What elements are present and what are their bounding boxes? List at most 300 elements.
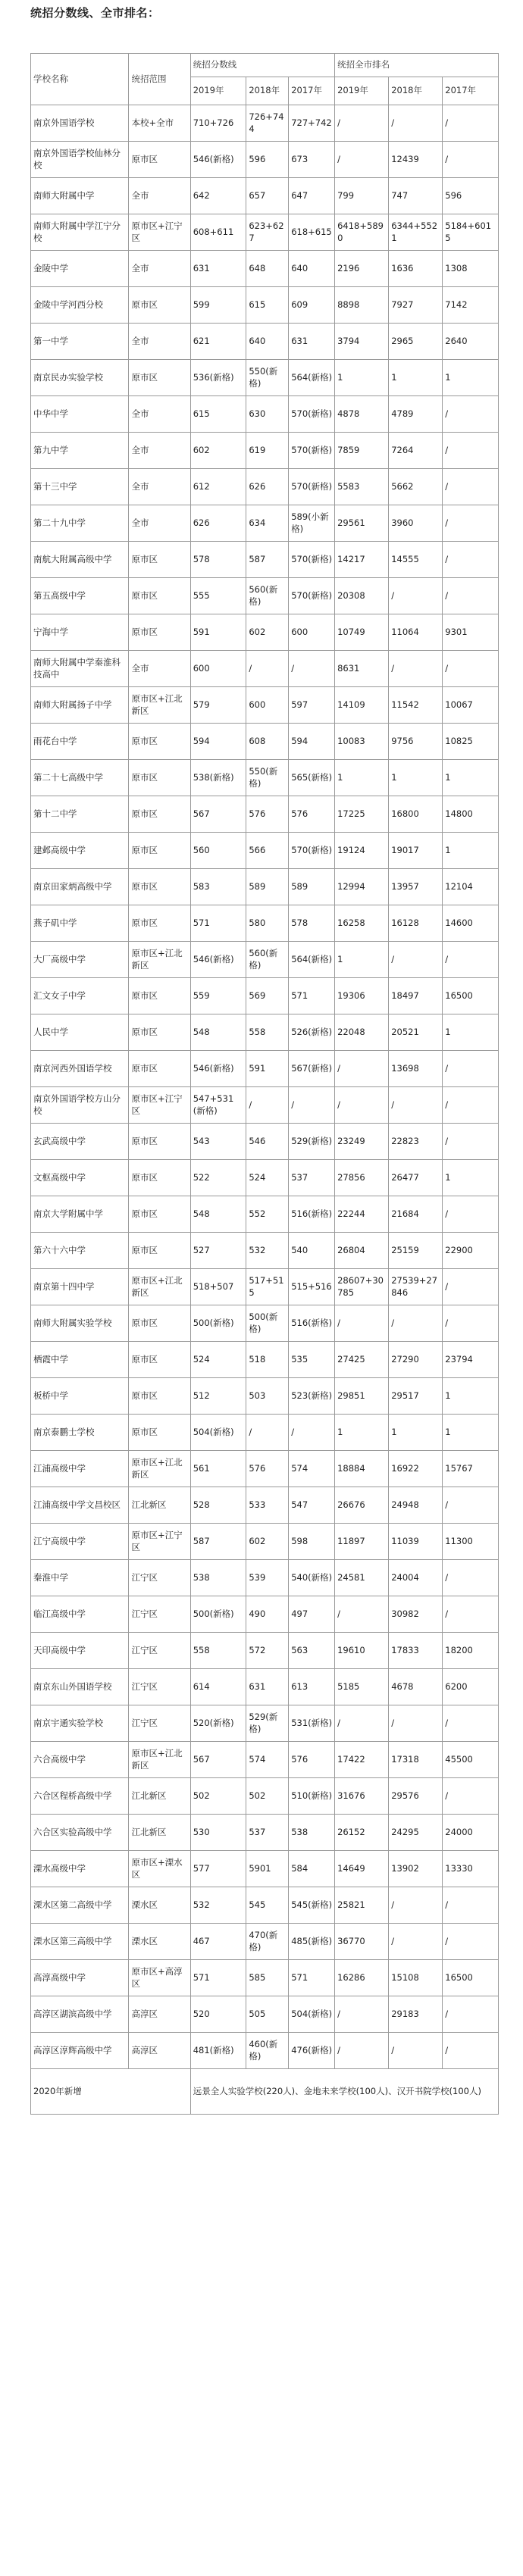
table-row: [31, 214, 499, 251]
score-2018-cell: 533: [246, 1487, 289, 1524]
scope-cell: 原市区: [129, 978, 190, 1014]
score-2019-cell: 599: [190, 287, 246, 324]
scope-cell: 原市区: [129, 869, 190, 905]
school-cell: 第二十九中学: [31, 505, 129, 542]
rank-2019-cell: 29561: [335, 505, 389, 542]
footer-row: [31, 2069, 499, 2115]
scope-cell: 原市区+高淳区: [129, 1960, 190, 1996]
rank-2018-cell: 24948: [389, 1487, 443, 1524]
rank-2019-cell: /: [335, 105, 389, 142]
rank-2019-cell: 31676: [335, 1778, 389, 1815]
rank-2018-cell: 11064: [389, 614, 443, 651]
scope-cell: 原市区: [129, 1305, 190, 1342]
score-2017-cell: 545(新格): [289, 1887, 335, 1924]
scope-cell: 全市: [129, 469, 190, 505]
rank-2017-cell: 45500: [443, 1742, 499, 1778]
table-row: [31, 905, 499, 942]
table-row: [31, 1705, 499, 1742]
rank-2018-cell: 16128: [389, 905, 443, 942]
footer-label: 2020年新增: [31, 2069, 191, 2115]
rank-2018-cell: 30982: [389, 1596, 443, 1633]
score-2019-cell: 626: [190, 505, 246, 542]
table-row: [31, 724, 499, 760]
scope-cell: 原市区: [129, 287, 190, 324]
rank-2019-cell: 14217: [335, 542, 389, 578]
rank-2018-cell: 17833: [389, 1633, 443, 1669]
table-row: [31, 942, 499, 978]
header-rank-2019: 2019年: [335, 77, 389, 105]
score-2018-cell: 615: [246, 287, 289, 324]
rank-2019-cell: 12994: [335, 869, 389, 905]
score-2017-cell: 576: [289, 1742, 335, 1778]
rank-2018-cell: /: [389, 1887, 443, 1924]
rank-2018-cell: 4678: [389, 1669, 443, 1705]
table-row: [31, 1742, 499, 1778]
score-2019-cell: 612: [190, 469, 246, 505]
scope-cell: 原市区: [129, 1014, 190, 1051]
score-2018-cell: 576: [246, 1451, 289, 1487]
school-cell: 江浦高级中学: [31, 1451, 129, 1487]
rank-2018-cell: 2965: [389, 324, 443, 360]
rank-2017-cell: /: [443, 396, 499, 433]
rank-2019-cell: /: [335, 2033, 389, 2069]
school-cell: 第九中学: [31, 433, 129, 469]
rank-2017-cell: 22900: [443, 1233, 499, 1269]
school-cell: 南师大附属扬子中学: [31, 687, 129, 724]
school-cell: 六合区程桥高级中学: [31, 1778, 129, 1815]
rank-2018-cell: 6344+5521: [389, 214, 443, 251]
rank-2018-cell: 7927: [389, 287, 443, 324]
rank-2017-cell: 14800: [443, 796, 499, 833]
rank-2019-cell: 26152: [335, 1815, 389, 1851]
score-2017-cell: /: [289, 1415, 335, 1451]
rank-2019-cell: 14649: [335, 1851, 389, 1887]
rank-2019-cell: 27856: [335, 1160, 389, 1196]
score-2018-cell: 580: [246, 905, 289, 942]
score-2017-cell: 535: [289, 1342, 335, 1378]
school-cell: 南师大附属中学秦淮科技高中: [31, 651, 129, 687]
rank-2017-cell: 5184+6015: [443, 214, 499, 251]
table-row: [31, 614, 499, 651]
score-2019-cell: 528: [190, 1487, 246, 1524]
rank-2018-cell: 17318: [389, 1742, 443, 1778]
score-2017-cell: 571: [289, 978, 335, 1014]
school-cell: 宁海中学: [31, 614, 129, 651]
rank-2017-cell: /: [443, 1269, 499, 1305]
score-2018-cell: 529(新格): [246, 1705, 289, 1742]
score-2019-cell: 520: [190, 1996, 246, 2033]
rank-2017-cell: 10825: [443, 724, 499, 760]
scope-cell: 原市区: [129, 1342, 190, 1378]
score-2018-cell: /: [246, 1415, 289, 1451]
rank-2018-cell: 9756: [389, 724, 443, 760]
rank-2017-cell: /: [443, 1887, 499, 1924]
rank-2017-cell: /: [443, 1560, 499, 1596]
score-2018-cell: 574: [246, 1742, 289, 1778]
rank-2019-cell: 22244: [335, 1196, 389, 1233]
score-2019-cell: 538: [190, 1560, 246, 1596]
score-2018-cell: 552: [246, 1196, 289, 1233]
score-2017-cell: 540(新格): [289, 1560, 335, 1596]
rank-2018-cell: /: [389, 1705, 443, 1742]
table-row: [31, 578, 499, 614]
score-2018-cell: 517+515: [246, 1269, 289, 1305]
scope-cell: 原市区: [129, 905, 190, 942]
school-cell: 汇文女子中学: [31, 978, 129, 1014]
score-2018-cell: 569: [246, 978, 289, 1014]
school-cell: 南京泰鹏士学校: [31, 1415, 129, 1451]
school-cell: 文枢高级中学: [31, 1160, 129, 1196]
table-row: [31, 1960, 499, 1996]
rank-2018-cell: 12439: [389, 142, 443, 178]
rank-2018-cell: /: [389, 1924, 443, 1960]
rank-2018-cell: 24295: [389, 1815, 443, 1851]
scope-cell: 溧水区: [129, 1924, 190, 1960]
table-row: [31, 1051, 499, 1087]
scope-cell: 原市区: [129, 614, 190, 651]
rank-2017-cell: 14600: [443, 905, 499, 942]
header-score-2018: 2018年: [246, 77, 289, 105]
score-2019-cell: 502: [190, 1778, 246, 1815]
score-2019-cell: 481(新格): [190, 2033, 246, 2069]
score-2017-cell: 537: [289, 1160, 335, 1196]
rank-2017-cell: 1: [443, 833, 499, 869]
score-2019-cell: 500(新格): [190, 1305, 246, 1342]
rank-2019-cell: 8631: [335, 651, 389, 687]
rank-2019-cell: 3794: [335, 324, 389, 360]
score-2017-cell: 640: [289, 251, 335, 287]
score-2017-cell: 526(新格): [289, 1014, 335, 1051]
score-2019-cell: 615: [190, 396, 246, 433]
score-2019-cell: 532: [190, 1887, 246, 1924]
rank-2017-cell: /: [443, 105, 499, 142]
rank-2019-cell: 25821: [335, 1887, 389, 1924]
header-rank-group: 统招全市排名: [335, 54, 499, 77]
rank-2019-cell: 29851: [335, 1378, 389, 1415]
scope-cell: 原市区: [129, 142, 190, 178]
rank-2017-cell: /: [443, 1596, 499, 1633]
rank-2018-cell: 13698: [389, 1051, 443, 1087]
school-cell: 燕子矶中学: [31, 905, 129, 942]
school-cell: 金陵中学河西分校: [31, 287, 129, 324]
score-2017-cell: 600: [289, 614, 335, 651]
score-2019-cell: 614: [190, 1669, 246, 1705]
rank-2017-cell: 16500: [443, 978, 499, 1014]
rank-2018-cell: /: [389, 1087, 443, 1124]
scope-cell: 原市区: [129, 578, 190, 614]
scope-cell: 原市区: [129, 1124, 190, 1160]
header-scope: 统招范围: [129, 54, 190, 105]
header-school: 学校名称: [31, 54, 129, 105]
school-cell: 南京外国语学校仙林分校: [31, 142, 129, 178]
score-2017-cell: 516(新格): [289, 1305, 335, 1342]
score-2019-cell: 578: [190, 542, 246, 578]
table-row: [31, 360, 499, 396]
school-cell: 第十三中学: [31, 469, 129, 505]
scope-cell: 原市区+江北新区: [129, 687, 190, 724]
score-2018-cell: 545: [246, 1887, 289, 1924]
score-2019-cell: 591: [190, 614, 246, 651]
score-2017-cell: 570(新格): [289, 833, 335, 869]
score-2019-cell: 571: [190, 1960, 246, 1996]
score-2018-cell: 532: [246, 1233, 289, 1269]
school-cell: 南京田家炳高级中学: [31, 869, 129, 905]
scope-cell: 原市区+江北新区: [129, 1742, 190, 1778]
rank-2017-cell: 1: [443, 760, 499, 796]
score-2019-cell: 548: [190, 1196, 246, 1233]
rank-2019-cell: 1: [335, 360, 389, 396]
school-cell: 南京外国语学校方山分校: [31, 1087, 129, 1124]
score-2017-cell: 564(新格): [289, 942, 335, 978]
score-2017-cell: 570(新格): [289, 433, 335, 469]
rank-2017-cell: 1: [443, 360, 499, 396]
school-cell: 玄武高级中学: [31, 1124, 129, 1160]
scope-cell: 原市区+江宁区: [129, 214, 190, 251]
rank-2017-cell: /: [443, 433, 499, 469]
rank-2018-cell: 27539+27846: [389, 1269, 443, 1305]
rank-2019-cell: /: [335, 1705, 389, 1742]
page-heading: 统招分数线、全市排名：: [30, 6, 160, 20]
table-row: [31, 1342, 499, 1378]
rank-2017-cell: 9301: [443, 614, 499, 651]
rank-2019-cell: /: [335, 142, 389, 178]
score-2018-cell: 505: [246, 1996, 289, 2033]
rank-2018-cell: 25159: [389, 1233, 443, 1269]
school-cell: 高淳区湖滨高级中学: [31, 1996, 129, 2033]
score-2017-cell: 563: [289, 1633, 335, 1669]
table-row: [31, 1887, 499, 1924]
scope-cell: 江北新区: [129, 1487, 190, 1524]
header-score-2017: 2017年: [289, 77, 335, 105]
scope-cell: 原市区+江宁区: [129, 1524, 190, 1560]
rank-2019-cell: /: [335, 1996, 389, 2033]
school-cell: 秦淮中学: [31, 1560, 129, 1596]
score-2018-cell: 591: [246, 1051, 289, 1087]
rank-2017-cell: /: [443, 2033, 499, 2069]
rank-2018-cell: /: [389, 105, 443, 142]
school-cell: 南师大附属中学江宁分校: [31, 214, 129, 251]
score-2017-cell: 515+516: [289, 1269, 335, 1305]
rank-2018-cell: 11542: [389, 687, 443, 724]
rank-2017-cell: 24000: [443, 1815, 499, 1851]
scope-cell: 江北新区: [129, 1815, 190, 1851]
score-2018-cell: 726+744: [246, 105, 289, 142]
table-row: [31, 142, 499, 178]
score-2019-cell: 546(新格): [190, 942, 246, 978]
score-2019-cell: 520(新格): [190, 1705, 246, 1742]
table-row: [31, 833, 499, 869]
rank-2017-cell: /: [443, 1705, 499, 1742]
rank-2017-cell: /: [443, 651, 499, 687]
table-row: [31, 1014, 499, 1051]
table-row: [31, 396, 499, 433]
rank-2019-cell: 18884: [335, 1451, 389, 1487]
table-row: [31, 1124, 499, 1160]
school-cell: 江浦高级中学文昌校区: [31, 1487, 129, 1524]
school-cell: 第二十七高级中学: [31, 760, 129, 796]
rank-2017-cell: /: [443, 1305, 499, 1342]
rank-2017-cell: /: [443, 1778, 499, 1815]
table-row: [31, 1487, 499, 1524]
table-row: [31, 1633, 499, 1669]
scope-cell: 江宁区: [129, 1633, 190, 1669]
rank-2017-cell: /: [443, 1924, 499, 1960]
rank-2018-cell: 1: [389, 1415, 443, 1451]
rank-2018-cell: 1: [389, 360, 443, 396]
score-2017-cell: 476(新格): [289, 2033, 335, 2069]
score-2018-cell: 602: [246, 614, 289, 651]
rank-2017-cell: 1: [443, 1378, 499, 1415]
table-row: [31, 1778, 499, 1815]
school-cell: 南师大附属实验学校: [31, 1305, 129, 1342]
scope-cell: 原市区+江北新区: [129, 942, 190, 978]
table-row: [31, 1160, 499, 1196]
score-2017-cell: 609: [289, 287, 335, 324]
rank-2019-cell: /: [335, 1087, 389, 1124]
rank-2019-cell: 26676: [335, 1487, 389, 1524]
scope-cell: 原市区: [129, 542, 190, 578]
table-row: [31, 469, 499, 505]
table-row: [31, 978, 499, 1014]
score-2017-cell: 570(新格): [289, 578, 335, 614]
score-2018-cell: 566: [246, 833, 289, 869]
score-2018-cell: 576: [246, 796, 289, 833]
scope-cell: 原市区: [129, 1415, 190, 1451]
rank-2017-cell: 1: [443, 1415, 499, 1451]
rank-2019-cell: /: [335, 1305, 389, 1342]
rank-2019-cell: 8898: [335, 287, 389, 324]
table-row: [31, 105, 499, 142]
score-2019-cell: 579: [190, 687, 246, 724]
scope-cell: 江宁区: [129, 1705, 190, 1742]
table-row: [31, 1560, 499, 1596]
score-2017-cell: 584: [289, 1851, 335, 1887]
school-cell: 板桥中学: [31, 1378, 129, 1415]
rank-2017-cell: /: [443, 942, 499, 978]
scope-cell: 原市区: [129, 1378, 190, 1415]
rank-2017-cell: 11300: [443, 1524, 499, 1560]
rank-2017-cell: /: [443, 1996, 499, 2033]
rank-2019-cell: 20308: [335, 578, 389, 614]
rank-2019-cell: 22048: [335, 1014, 389, 1051]
score-2018-cell: 640: [246, 324, 289, 360]
rank-2019-cell: 10083: [335, 724, 389, 760]
table-row: [31, 1596, 499, 1633]
scope-cell: 江宁区: [129, 1596, 190, 1633]
school-cell: 栖霞中学: [31, 1342, 129, 1378]
school-cell: 溧水区第三高级中学: [31, 1924, 129, 1960]
rank-2019-cell: 27425: [335, 1342, 389, 1378]
scope-cell: 原市区: [129, 1196, 190, 1233]
rank-2018-cell: 13957: [389, 869, 443, 905]
score-2019-cell: 587: [190, 1524, 246, 1560]
rank-2017-cell: 7142: [443, 287, 499, 324]
rank-2017-cell: /: [443, 505, 499, 542]
rank-2017-cell: 23794: [443, 1342, 499, 1378]
table-row: [31, 542, 499, 578]
score-2017-cell: /: [289, 1087, 335, 1124]
score-2017-cell: 618+615: [289, 214, 335, 251]
rank-2019-cell: 19610: [335, 1633, 389, 1669]
rank-2019-cell: 24581: [335, 1560, 389, 1596]
rank-2019-cell: 1: [335, 760, 389, 796]
score-2017-cell: 594: [289, 724, 335, 760]
header-rank-2018: 2018年: [389, 77, 443, 105]
school-cell: 临江高级中学: [31, 1596, 129, 1633]
score-2019-cell: 561: [190, 1451, 246, 1487]
score-2019-cell: 467: [190, 1924, 246, 1960]
school-cell: 高淳高级中学: [31, 1960, 129, 1996]
school-cell: 六合高级中学: [31, 1742, 129, 1778]
score-2018-cell: 539: [246, 1560, 289, 1596]
score-2019-cell: 530: [190, 1815, 246, 1851]
score-2019-cell: 546(新格): [190, 142, 246, 178]
score-2018-cell: 490: [246, 1596, 289, 1633]
scope-cell: 原市区+江北新区: [129, 1451, 190, 1487]
score-2018-cell: 587: [246, 542, 289, 578]
school-cell: 人民中学: [31, 1014, 129, 1051]
rank-2019-cell: 23249: [335, 1124, 389, 1160]
rank-2018-cell: 747: [389, 178, 443, 214]
scope-cell: 原市区: [129, 724, 190, 760]
score-2017-cell: 538: [289, 1815, 335, 1851]
rank-2019-cell: /: [335, 1051, 389, 1087]
score-2018-cell: 585: [246, 1960, 289, 1996]
score-2019-cell: 642: [190, 178, 246, 214]
table-row: [31, 178, 499, 214]
score-2018-cell: 608: [246, 724, 289, 760]
scope-cell: 原市区: [129, 1160, 190, 1196]
rank-2019-cell: 26804: [335, 1233, 389, 1269]
scope-cell: 江北新区: [129, 1778, 190, 1815]
school-cell: 高淳区淳辉高级中学: [31, 2033, 129, 2069]
score-2019-cell: 538(新格): [190, 760, 246, 796]
rank-2017-cell: /: [443, 1487, 499, 1524]
rank-2019-cell: 11897: [335, 1524, 389, 1560]
table-row: [31, 433, 499, 469]
score-2017-cell: 727+742: [289, 105, 335, 142]
score-2018-cell: 634: [246, 505, 289, 542]
rank-2019-cell: 7859: [335, 433, 389, 469]
table-row: [31, 1524, 499, 1560]
score-2019-cell: 631: [190, 251, 246, 287]
score-2019-cell: 518+507: [190, 1269, 246, 1305]
header-rank-2017: 2017年: [443, 77, 499, 105]
rank-2017-cell: 1308: [443, 251, 499, 287]
score-2018-cell: 619: [246, 433, 289, 469]
table-row: [31, 1087, 499, 1124]
rank-2017-cell: 12104: [443, 869, 499, 905]
rank-2019-cell: 2196: [335, 251, 389, 287]
rank-2019-cell: 14109: [335, 687, 389, 724]
table-row: [31, 1451, 499, 1487]
score-2018-cell: 524: [246, 1160, 289, 1196]
school-cell: 南师大附属中学: [31, 178, 129, 214]
score-2017-cell: 574: [289, 1451, 335, 1487]
rank-2018-cell: /: [389, 651, 443, 687]
scope-cell: 原市区: [129, 360, 190, 396]
rank-2018-cell: 1636: [389, 251, 443, 287]
score-2018-cell: 537: [246, 1815, 289, 1851]
school-cell: 金陵中学: [31, 251, 129, 287]
rank-2017-cell: 13330: [443, 1851, 499, 1887]
table-row: [31, 687, 499, 724]
rank-2018-cell: 19017: [389, 833, 443, 869]
header-score-group: 统招分数线: [190, 54, 334, 77]
table-row: [31, 1196, 499, 1233]
scope-cell: 原市区+江北新区: [129, 1269, 190, 1305]
rank-2019-cell: 19306: [335, 978, 389, 1014]
